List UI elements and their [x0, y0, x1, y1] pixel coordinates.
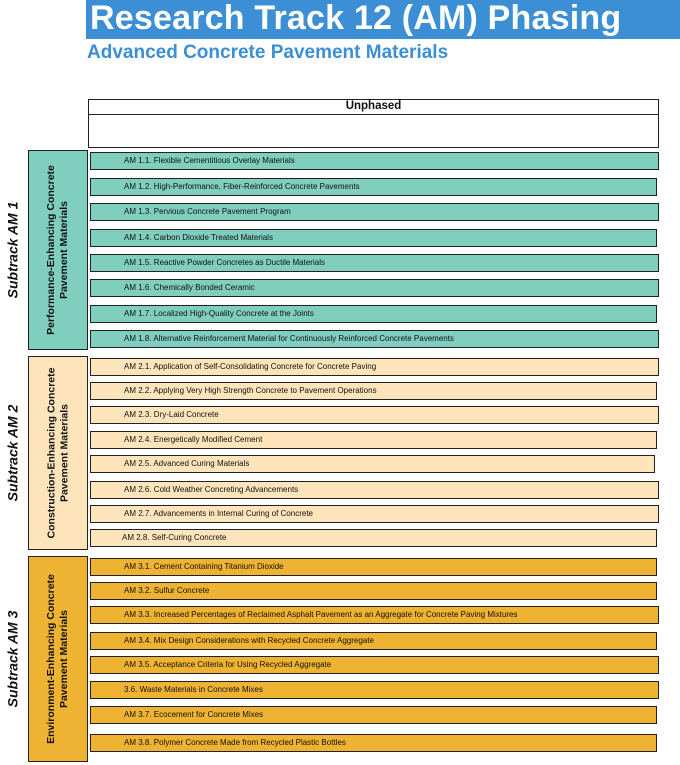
task-row-am1-8[interactable]: AM 1.8. Alternative Reinforcement Material for Continuously Reinforced Concrete Pavements	[90, 330, 659, 348]
unphased-header: Unphased	[89, 100, 658, 115]
task-row-am1-7[interactable]: AM 1.7. Localized High-Quality Concrete at the Joints	[90, 305, 657, 323]
subtrack-am3-label	[0, 556, 24, 762]
group-am3-line2: Pavement Materials	[58, 609, 70, 709]
task-row-am3-4[interactable]: AM 3.4. Mix Design Considerations with Recycled Concrete Aggregate	[90, 632, 657, 650]
task-row-am1-2[interactable]: AM 1.2. High-Performance, Fiber-Reinforced Concrete Pavements	[90, 178, 657, 196]
task-row-am2-1[interactable]: AM 2.1. Application of Self-Consolidating Concrete for Concrete Paving	[90, 358, 659, 376]
subtrack-am2-text: Subtrack AM 2	[4, 404, 21, 502]
group-am1-line1: Performance-Enhancing Concrete	[45, 165, 58, 335]
task-row-am2-4[interactable]: AM 2.4. Energetically Modified Cement	[90, 431, 657, 449]
task-row-am3-3[interactable]: AM 3.3. Increased Percentages of Reclaimed Asphalt Pavement as an Aggregate for Concrete Paving Mixtures	[90, 606, 659, 624]
task-row-am3-5[interactable]: AM 3.5. Acceptance Criteria for Using Recycled Aggregate	[90, 656, 659, 674]
task-row-am2-5[interactable]: AM 2.5. Advanced Curing Materials	[90, 455, 655, 473]
task-row-am2-7[interactable]: AM 2.7. Advancements in Internal Curing of Concrete	[90, 505, 659, 523]
unphased-column	[88, 99, 659, 148]
group-am2-line1: Construction-Enhancing Concrete	[45, 367, 57, 539]
title-bar	[86, 0, 680, 39]
task-row-am2-2[interactable]: AM 2.2. Applying Very High Strength Concrete to Pavement Operations	[90, 382, 657, 400]
task-row-am3-7[interactable]: AM 3.7. Ecocement for Concrete Mixes	[90, 706, 657, 724]
group-am1-label	[28, 150, 88, 350]
task-row-am1-5[interactable]: AM 1.5. Reactive Powder Concretes as Ductile Materials	[90, 254, 659, 272]
subtrack-am1-label	[0, 150, 24, 350]
page-subtitle: Advanced Concrete Pavement Materials	[87, 42, 449, 63]
subtrack-am2-label	[0, 356, 24, 550]
group-am3-line1: Environment-Enhancing Concrete	[45, 574, 57, 744]
group-am2-line2: Pavement Materials	[58, 403, 70, 503]
task-row-am1-4[interactable]: AM 1.4. Carbon Dioxide Treated Materials	[90, 229, 657, 247]
group-am2-label	[28, 356, 88, 550]
task-row-am1-3[interactable]: AM 1.3. Pervious Concrete Pavement Program	[90, 203, 659, 221]
task-row-am2-3[interactable]: AM 2.3. Dry-Laid Concrete	[90, 406, 659, 424]
task-row-am2-8[interactable]: AM 2.8. Self-Curing Concrete	[90, 529, 657, 547]
subtrack-am1-text: Subtrack AM 1	[4, 201, 21, 299]
subtrack-am3-text: Subtrack AM 3	[4, 610, 21, 708]
task-row-am3-6[interactable]: 3.6. Waste Materials in Concrete Mixes	[90, 681, 659, 699]
group-am1-line2: Pavement Materials	[58, 200, 71, 300]
task-row-am3-1[interactable]: AM 3.1. Cement Containing Titanium Dioxide	[90, 558, 657, 576]
page-title: Research Track 12 (AM) Phasing	[90, 0, 622, 37]
task-row-am3-8[interactable]: AM 3.8. Polymer Concrete Made from Recycled Plastic Bottles	[90, 734, 657, 752]
group-am3-label	[28, 556, 88, 762]
task-row-am1-6[interactable]: AM 1.6. Chemically Bonded Ceramic	[90, 279, 659, 297]
task-row-am3-2[interactable]: AM 3.2. Sulfur Concrete	[90, 582, 657, 600]
task-row-am2-6[interactable]: AM 2.6. Cold Weather Concreting Advancements	[90, 481, 659, 499]
task-row-am1-1[interactable]: AM 1.1. Flexible Cementitious Overlay Materials	[90, 152, 659, 170]
